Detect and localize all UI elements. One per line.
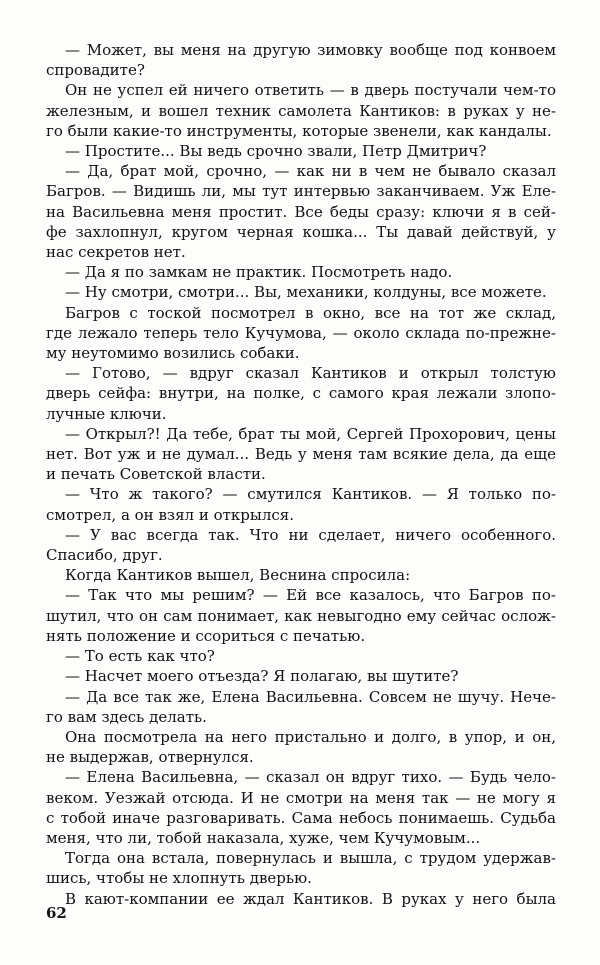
text-line: — Готово, — вдруг сказал Кантиков и открыл толстую: [65, 364, 556, 383]
text-line: — Да, брат мой, срочно, — как ни в чем не бывало сказал: [65, 162, 556, 181]
text-line: — То есть как что?: [65, 647, 215, 666]
text-line: веком. Уезжай отсюда. И не смотри на меня так — не могу я: [46, 788, 556, 807]
text-line: Когда Кантиков вышел, Веснина спросила:: [65, 566, 411, 585]
text-line: — Да я по замкам не практик. Посмотреть надо.: [65, 263, 453, 282]
text-line: — Может, вы меня на другую зимовку вообще под конвоем: [65, 41, 556, 59]
text-line: с тобой иначе разговаривать. Сама небось понимаешь. Судьба: [46, 808, 556, 827]
text-line: железным, и вошел техник самолета Кантиков: в руках у не-: [46, 101, 556, 120]
text-line: нет. Вот уж и не думал... Ведь у меня там всякие дела, да еще: [46, 445, 556, 464]
text-line: спровадите?: [46, 61, 145, 80]
text-line: фе захлопнул, кругом черная кошка... Ты давай действуй, у: [46, 222, 556, 241]
text-line: шись, чтобы не хлопнуть дверью.: [46, 869, 312, 888]
text-line: В кают-компании ее ждал Кантиков. В руках у него была: [65, 889, 556, 908]
text-line: и печать Советской власти.: [46, 465, 266, 484]
text-line: Багров с тоской посмотрел в окно, все на тот же склад,: [65, 303, 556, 322]
text-line: меня, что ли, тобой наказала, хуже, чем Кучумовым...: [46, 828, 481, 847]
text-line: не выдержав, отвернулся.: [46, 748, 254, 767]
text-line: лучные ключи.: [46, 404, 167, 423]
text-line: — Что ж такого? — смутился Кантиков. — Я только по-: [65, 485, 556, 504]
text-line: Она посмотрела на него пристально и долго, в упор, и он,: [65, 727, 556, 746]
text-line: Багров. — Видишь ли, мы тут интервью заканчиваем. Уж Еле-: [46, 182, 556, 201]
text-line: го были какие-то инструменты, которые звенели, как кандалы.: [46, 121, 552, 140]
text-line: на Васильевна меня простит. Все беды сразу: ключи я в сей-: [46, 202, 556, 221]
text-line: Тогда она встала, повернулась и вышла, с трудом удержав-: [65, 849, 556, 868]
text-line: — Насчет моего отъезда? Я полагаю, вы шутите?: [65, 667, 459, 686]
text-line: — Открыл?! Да тебе, брат ты мой, Сергей Прохорович, цены: [65, 424, 556, 443]
text-line: — У вас всегда так. Что ни сделает, ничего особенного.: [65, 525, 556, 544]
text-line: дверь сейфа: внутри, на полке, с самого края лежали злопо-: [46, 384, 556, 403]
text-line: — Да все так же, Елена Васильевна. Совсем не шучу. Нече-: [65, 687, 556, 706]
text-line: му неутомимо возились собаки.: [46, 344, 300, 363]
text-line: Спасибо, друг.: [46, 546, 163, 565]
text-line: смотрел, а он взял и открылся.: [46, 505, 295, 524]
text-line: нас секретов нет.: [46, 243, 186, 262]
text-line: — Елена Васильевна, — сказал он вдруг тихо. — Будь чело-: [65, 768, 556, 787]
text-line: го вам здесь делать.: [46, 707, 207, 726]
text-line: нять положение и ссориться с печатью.: [46, 626, 366, 645]
text-line: — Так что мы решим? — Ей все казалось, что Багров по-: [65, 586, 556, 605]
text-line: — Простите... Вы ведь срочно звали, Петр Дмитрич?: [65, 142, 487, 161]
text-line: где лежало теперь тело Кучумова, — около склада по-прежне-: [46, 323, 556, 342]
body-text: [46, 40, 556, 909]
text-line: — Ну смотри, смотри... Вы, механики, колдуны, все можете.: [65, 283, 547, 302]
text-line: Он не успел ей ничего ответить — в дверь постучали чем-то: [65, 81, 556, 100]
text-line: шутил, что он сам понимает, как невыгодно ему сейчас ослож-: [46, 606, 556, 625]
page-number: 62: [46, 904, 67, 922]
